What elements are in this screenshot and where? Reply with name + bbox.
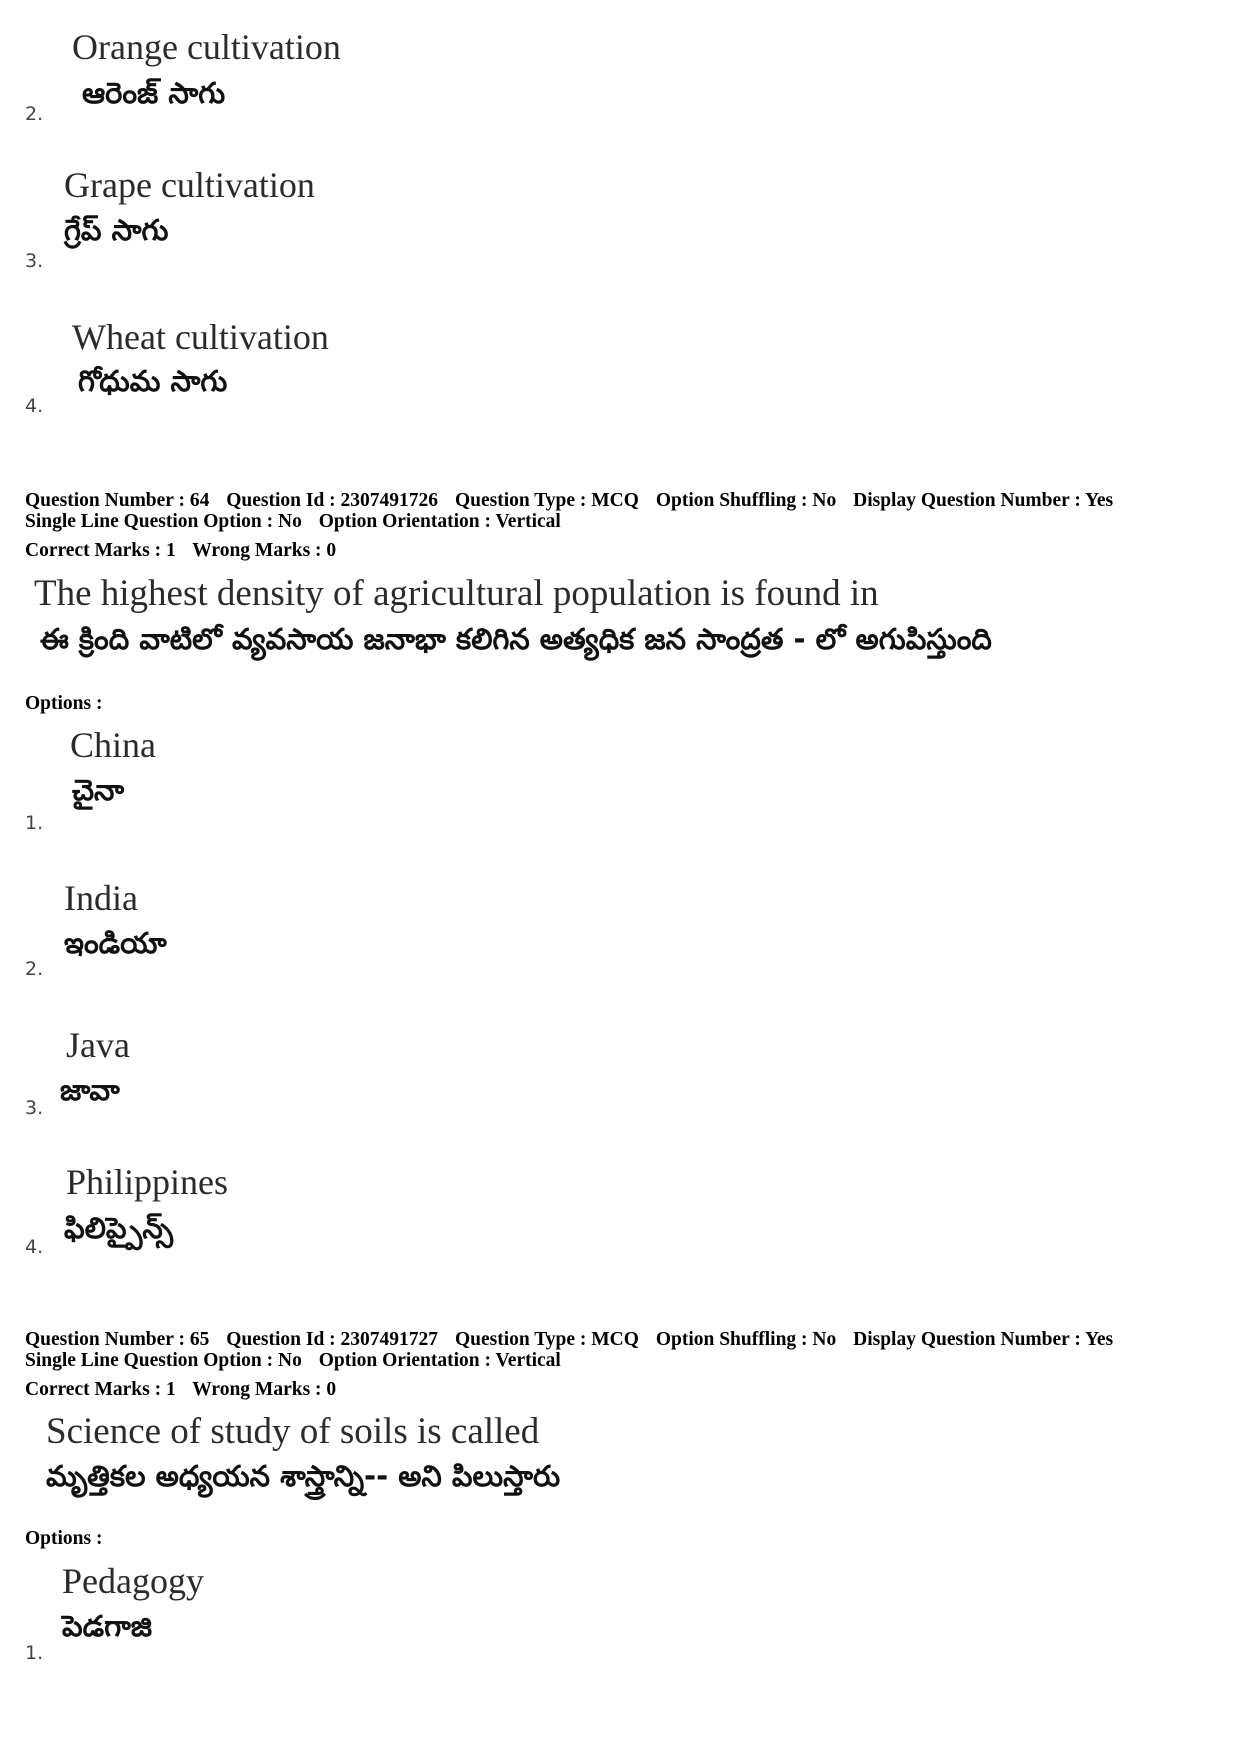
options-label: Options : (25, 1528, 103, 1549)
option-shuffling: Option Shuffling : No (655, 490, 837, 511)
single-line-option: Single Line Question Option : No (25, 1350, 302, 1371)
option-number: 2. (25, 958, 44, 980)
option-english-text: China (70, 725, 156, 765)
option-orientation: Option Orientation : Vertical (318, 511, 561, 532)
options-label: Options : (25, 693, 103, 714)
option-telugu-text: ఫిలిప్పైన్స్ (64, 1211, 174, 1245)
single-line-option: Single Line Question Option : No (25, 511, 302, 532)
question-marks (25, 1380, 348, 1400)
question-id: Question Id : 2307491726 (226, 490, 439, 511)
option-english-text: Pedagogy (62, 1561, 204, 1601)
option-orientation: Option Orientation : Vertical (318, 1350, 561, 1371)
option-english-text: Philippines (66, 1162, 229, 1202)
question-number: Question Number : 65 (25, 1329, 210, 1350)
option-english-text: Wheat cultivation (72, 317, 329, 357)
question-marks (25, 541, 348, 561)
question-text-english: Science of study of soils is called (46, 1411, 540, 1452)
display-question-number: Display Question Number : Yes (853, 490, 1114, 511)
option-telugu-text: చైనా (72, 773, 125, 807)
option-telugu-text: ఇండియా (64, 926, 167, 960)
option-shuffling: Option Shuffling : No (655, 1329, 837, 1350)
option-number: 2. (25, 103, 44, 125)
option-english-text: Grape cultivation (64, 165, 315, 205)
wrong-marks: Wrong Marks : 0 (192, 1379, 337, 1400)
option-number: 3. (25, 250, 44, 272)
option-english-text: India (64, 878, 138, 918)
correct-marks: Correct Marks : 1 (25, 540, 176, 561)
option-telugu-text: ఆరెంజ్ సాగు (82, 76, 226, 110)
question-type: Question Type : MCQ (454, 490, 639, 511)
correct-marks: Correct Marks : 1 (25, 1379, 176, 1400)
question-meta-line-2 (25, 512, 573, 532)
option-english-text: Orange cultivation (72, 27, 341, 67)
option-telugu-text: పెడగాజి (62, 1609, 152, 1643)
question-text-telugu: మృత్తికల అధ్యయన శాస్త్రాన్ని-- అని పిలుస్తారు (46, 1459, 561, 1493)
wrong-marks: Wrong Marks : 0 (192, 540, 337, 561)
question-meta-line-2 (25, 1351, 573, 1371)
option-english-text: Java (66, 1025, 130, 1065)
option-telugu-text: గ్రేప్ సాగు (64, 213, 169, 247)
option-number: 1. (25, 1642, 44, 1664)
question-text-english: The highest density of agricultural population is found in (34, 573, 879, 614)
option-number: 4. (25, 1236, 44, 1258)
option-telugu-text: గోధుమ సాగు (78, 364, 228, 398)
option-telugu-text: జావా (60, 1073, 120, 1107)
question-meta-line-1 (25, 1330, 1125, 1350)
question-text-telugu: ఈ క్రింది వాటిలో వ్యవసాయ జనాభా కలిగిన అత్యధిక జన సాంద్రత - లో అగుపిస్తుంది (40, 622, 992, 656)
option-number: 3. (25, 1097, 44, 1119)
option-number: 4. (25, 395, 44, 417)
question-id: Question Id : 2307491727 (226, 1329, 439, 1350)
option-number: 1. (25, 812, 44, 834)
question-meta-line-1 (25, 491, 1125, 511)
question-number: Question Number : 64 (25, 490, 210, 511)
question-type: Question Type : MCQ (454, 1329, 639, 1350)
display-question-number: Display Question Number : Yes (853, 1329, 1114, 1350)
